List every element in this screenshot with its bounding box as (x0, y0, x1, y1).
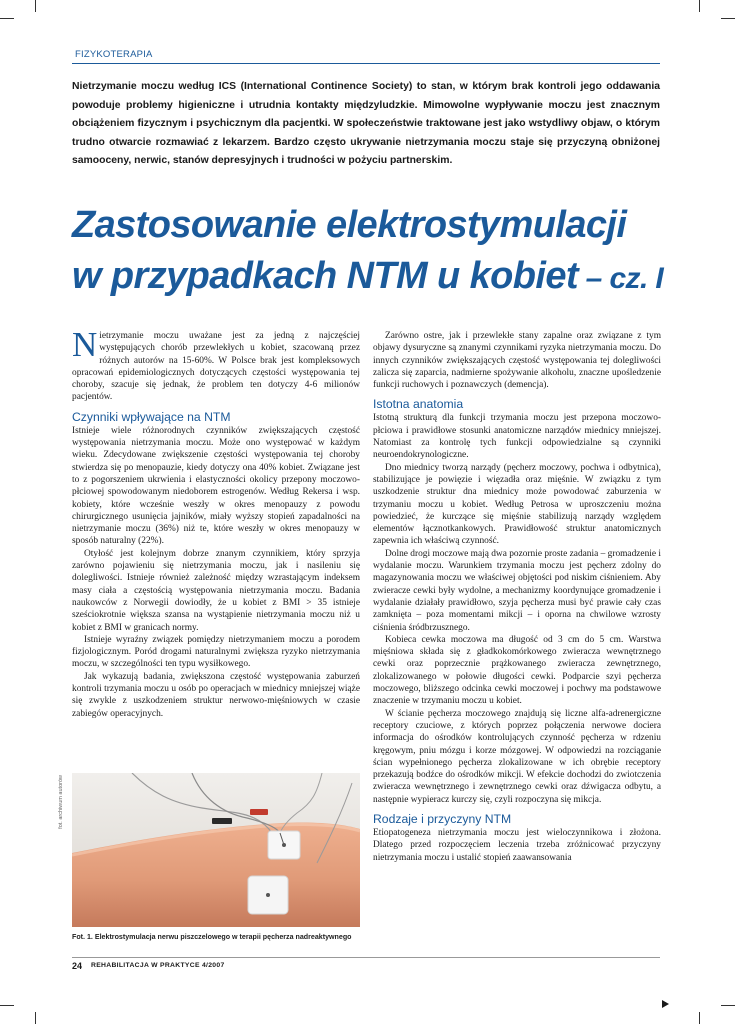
paragraph: Istnieje wiele różnorodnych czynników zwiększających częstość występowania nietrzymania moczu. Może ono występować w każdym wieku. Zdecydowane zwiększenie częstości występowania tej choroby stwierdza się po menopauzie, kiedy dotyczy ona 40% kobiet. Związane jest to z pogorszeniem ukrwienia i elastyczności okolicy przepony moczowo-płciowej spowodowanym niedoborem estrogenów. Według Rekersa i wsp. kobiety, które wcześnie weszły w okres menopauzy z powodu chirurgicznego usunięcia jajników, miały wyższy stopień zapadalności na nietrzymanie moczu (36%) niż te, które weszły w okres menopauzy w sposób naturalny (22%). (72, 425, 360, 547)
lead-paragraph: Nietrzymanie moczu według ICS (International Continence Society) to stan, w którym brak kontroli jego oddawania powoduje problemy higieniczne i utrudnia kontakty międzyludzkie. Mimowolne wypływanie moczu jest znacznym obciążeniem fizycznym i psychicznym dla pacjentki. W społeczeństwie traktowane jest jako wstydliwy objaw, o którym trudno otwarcie rozmawiać z lekarzem. Bardzo często ukrywanie nietrzymania moczu staje się przyczyną obniżonej samooceny, nerwic, stanów depresyjnych i trudności w pożyciu partnerskim. (72, 81, 660, 167)
continue-arrow-icon (662, 1000, 669, 1008)
photo-illustration (72, 773, 360, 927)
paragraph: Istotną strukturą dla funkcji trzymania moczu jest przepona moczowo-płciowa i prawidłowe stosunki anatomiczne narządów miednicy mniejszej. Natomiast za kontrolę tych funkcji odpowiedzialne są czynniki neuroendokrynologiczne. (373, 413, 661, 461)
title-part: – cz. I (577, 262, 664, 295)
crop-mark (721, 18, 735, 19)
paragraph: Dolne drogi moczowe mają dwa pozornie proste zadania – gromadzenie i wydalanie moczu. Warunkiem trzymania moczu jest pęcherz zdolny do magazynowania moczu we właściwej objętości pod niskim ciśnieniem. Aby zwieracze cewki były wydolne, a mechanizmy koordynujące gromadzenie i wydalanie działały prawidłowo, szyja pęcherza musi być prawie cały czas zamknięta – poza momentami mikcji – i oporna na chwilowe wzrosty ciśnienia śródbrzusznego. (373, 548, 661, 633)
photo-caption: Fot. 1. Elektrostymulacja nerwu piszczelowego w terapii pęcherza nadreaktywnego (72, 933, 352, 941)
intro-text: ietrzymanie moczu uważane jest za jedną z najczęściej występujących chorób przewlekłych u kobiet, szacowaną przez różnych autorów na 15-60%. W Polsce brak jest kompleksowych opracowań epidemiologicznych dotyczących częstości występowania tej choroby, szacuje się jednak, że problem ten dotyczy 4-6 milionów pacjentów. (72, 331, 360, 403)
article-title (72, 200, 712, 304)
paragraph: Otyłość jest kolejnym dobrze znanym czynnikiem, który sprzyja zarówno pojawieniu się nietrzymania moczu, jak i nasileniu się dolegliwości. Istnieje również zależność między wzrastającym indeksem masy ciała a częstością występowania nietrzymania moczu. Badania naukowców z Norwegii dowiodły, że u kobiet z BMI > 35 istnieje sześciokrotnie większa szansa na wystąpienie nietrzymania moczu niż u kobiet z BMI w granicach normy. (72, 548, 360, 633)
title-line-1: Zastosowanie elektrostymulacji (72, 204, 627, 246)
paragraph: Jak wykazują badania, zwiększona częstość występowania zaburzeń kontroli trzymania moczu u osób po operacjach w miednicy mniejszej wiąże się zwykle z uszkodzeniem struktur nerwowo-mięśniowych w czasie zabiegów operacyjnych. (72, 671, 360, 719)
heading-rodzaje: Rodzaje i przyczyny NTM (373, 811, 512, 826)
paragraph: Dno miednicy tworzą narządy (pęcherz moczowy, pochwa i odbytnica), stabilizujące je powięzie i więzadła oraz mięśnie. W związku z tym uszkodzenie struktur dna miednicy może powodować zaburzenia w trzymaniu moczu u kobiet. Według Petrosa w uproszczeniu można powiedzieć, że kurczące się mięśnie stabilizują narządy względem elementów łącznotkankowych. Prawidłowość struktur anatomicznych zapewnia ich właściwą czynność. (373, 462, 661, 547)
title-line-2: w przypadkach NTM u kobiet (72, 255, 578, 297)
paragraph: W ścianie pęcherza moczowego znajdują się liczne alfa-adrenergiczne receptory czuciowe, z których poprzez połączenia nerwowe dociera informacja do ośrodków kontrolujących czynność pęcherza w rdzeniu kręgowym, pniu mózgu i korze mózgowej. W odpowiedzi na rozciąganie ścian wypełnionego pęcherza zlokalizowane w ich obrębie receptory przekazują bodźce do ośrodków mikcji. W efekcie dochodzi do zwiotczenia zwieracza wewnętrznego i zewnętrznego cewki oraz dźwigacza odbytu, a następnie wypieracz kurczy się, czyli rozpoczyna się mikcja. (373, 708, 661, 805)
heading-anatomia: Istotna anatomia (373, 397, 464, 412)
crop-mark (721, 1005, 735, 1006)
crop-mark (0, 1005, 14, 1006)
crop-mark (0, 18, 14, 19)
heading-czynniki: Czynniki wpływające na NTM (72, 409, 231, 424)
crop-mark (35, 1012, 36, 1024)
crop-mark (699, 1012, 700, 1024)
right-column (373, 330, 661, 864)
crop-mark (35, 0, 36, 12)
left-column (72, 325, 360, 720)
electrostimulation-photo (72, 773, 360, 927)
paragraph: Istnieje wyraźny związek pomiędzy nietrzymaniem moczu a porodem fizjologicznym. Poród drogami naturalnymi zwiększa ryzyko nietrzymania moczu, w szczególności ten typu wysiłkowego. (72, 634, 360, 670)
paragraph: Etiopatogeneza nietrzymania moczu jest wieloczynnikowa i złożona. Dlatego przed rozpoczęciem leczenia trzeba zróżnicować przyczyny nietrzymania moczu i ustalić stopień zaawansowania (373, 827, 661, 863)
journal-name: REHABILITACJA W PRAKTYCE 4/2007 (91, 962, 225, 969)
crop-mark (699, 0, 700, 12)
section-label: FIZYKOTERAPIA (75, 49, 153, 60)
footer-divider (72, 957, 660, 958)
photo-credit: fot. archiwum autorów (58, 775, 64, 829)
intro-paragraph (72, 325, 360, 404)
paragraph: Kobieca cewka moczowa ma długość od 3 cm do 5 cm. Warstwa mięśniowa składa się z gładkokomórkowego zwieracza wewnętrznego cewki oraz poprzecznie prążkowanego zwieracza zewnętrznego, zlokalizowanego w połowie długości cewki. Podparcie szyi pęcherza moczowego, bliższego odcinka cewki moczowej i pochwy ma podstawowe znaczenie w trzymaniu moczu u kobiet. (373, 634, 661, 707)
drop-cap: N (72, 325, 98, 364)
paragraph: Zarówno ostre, jak i przewlekłe stany zapalne oraz związane z tym objawy dysuryczne są znanymi czynnikami ryzyka nietrzymania moczu. Do innych czynników zwiększających częstość występowania tej dolegliwości zalicza się zaparcia, nadmierne spożywanie alkoholu, znaczne upośledzenie funkcji ruchowych i poznawczych (demencja). (373, 331, 661, 391)
section-divider (72, 63, 660, 64)
page-number: 24 (72, 961, 83, 971)
